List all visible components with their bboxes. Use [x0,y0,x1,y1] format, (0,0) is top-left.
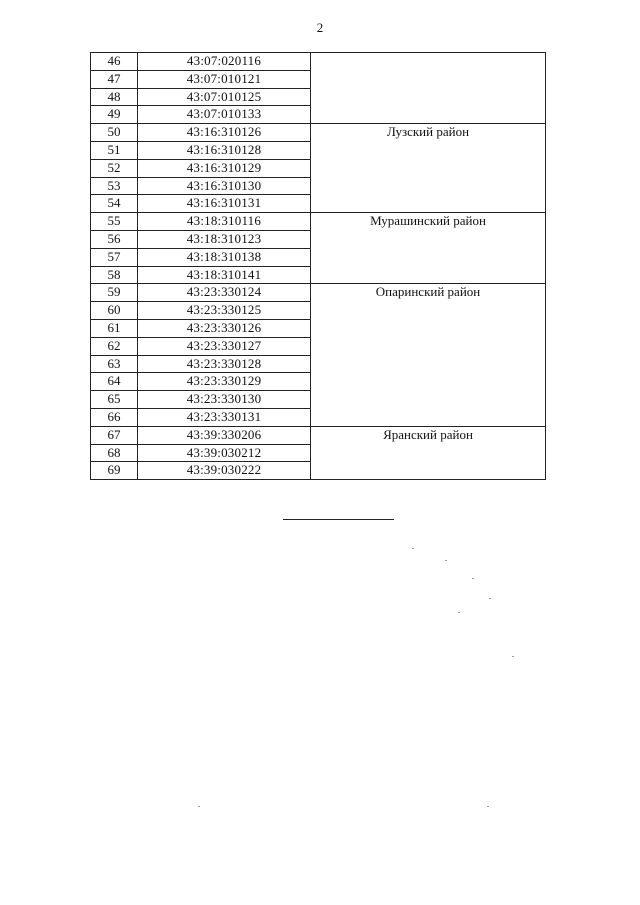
district-name: Опаринский район [311,284,546,426]
row-number: 50 [91,124,138,142]
scan-speck [472,578,474,579]
row-number: 60 [91,302,138,320]
scan-speck [198,806,200,807]
row-number: 68 [91,444,138,462]
scan-speck [512,656,514,657]
cadastral-number: 43:07:010121 [138,70,311,88]
closing-divider [283,519,394,520]
cadastral-number: 43:39:330206 [138,426,311,444]
cadastral-number: 43:07:020116 [138,53,311,71]
cadastral-number: 43:07:010133 [138,106,311,124]
row-number: 53 [91,177,138,195]
cadastral-table-body [91,53,546,480]
row-number: 52 [91,159,138,177]
row-number: 64 [91,373,138,391]
scan-speck [458,612,460,613]
table-row [91,213,546,231]
page-number: 2 [316,20,324,35]
row-number: 59 [91,284,138,302]
scan-speck [445,560,447,561]
cadastral-number: 43:18:310141 [138,266,311,284]
cadastral-number: 43:23:330125 [138,302,311,320]
row-number: 46 [91,53,138,71]
row-number: 51 [91,141,138,159]
row-number: 69 [91,462,138,480]
cadastral-number: 43:16:310130 [138,177,311,195]
row-number: 61 [91,319,138,337]
district-name: Мурашинский район [311,213,546,284]
district-name [311,53,546,124]
cadastral-number: 43:07:010125 [138,88,311,106]
scan-speck [487,806,489,807]
cadastral-number: 43:23:330129 [138,373,311,391]
row-number: 63 [91,355,138,373]
scan-speck [489,598,491,599]
table-row [91,426,546,444]
table-row [91,53,546,71]
cadastral-number: 43:16:310129 [138,159,311,177]
row-number: 66 [91,408,138,426]
district-name: Лузский район [311,124,546,213]
scan-speck [412,548,414,549]
cadastral-number: 43:16:310128 [138,141,311,159]
cadastral-number: 43:23:330130 [138,391,311,409]
cadastral-number: 43:16:310131 [138,195,311,213]
cadastral-number: 43:39:030212 [138,444,311,462]
row-number: 58 [91,266,138,284]
cadastral-number: 43:23:330127 [138,337,311,355]
row-number: 62 [91,337,138,355]
cadastral-number: 43:18:310138 [138,248,311,266]
district-name: Яранский район [311,426,546,479]
row-number: 49 [91,106,138,124]
row-number: 48 [91,88,138,106]
cadastral-number: 43:16:310126 [138,124,311,142]
row-number: 67 [91,426,138,444]
cadastral-number: 43:23:330126 [138,319,311,337]
cadastral-number: 43:23:330124 [138,284,311,302]
cadastral-number: 43:39:030222 [138,462,311,480]
row-number: 65 [91,391,138,409]
table-row [91,124,546,142]
row-number: 56 [91,230,138,248]
cadastral-number: 43:18:310116 [138,213,311,231]
cadastral-number: 43:23:330128 [138,355,311,373]
cadastral-number: 43:23:330131 [138,408,311,426]
row-number: 54 [91,195,138,213]
row-number: 47 [91,70,138,88]
table-row [91,284,546,302]
cadastral-number: 43:18:310123 [138,230,311,248]
row-number: 57 [91,248,138,266]
row-number: 55 [91,213,138,231]
cadastral-table [90,52,546,480]
